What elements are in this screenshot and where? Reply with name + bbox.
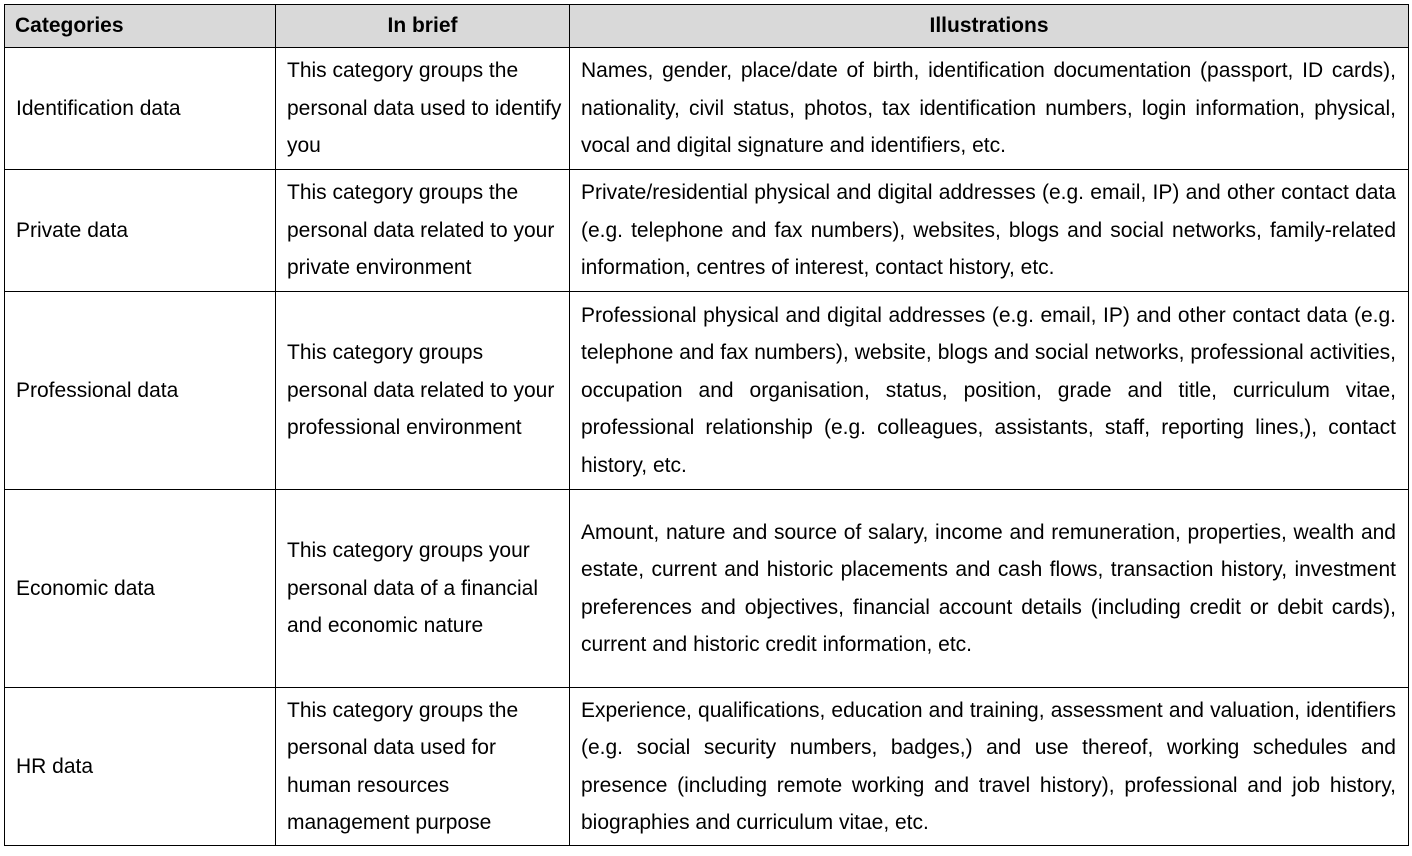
table-row [5, 170, 1409, 292]
illustrations-cell: Amount, nature and source of salary, income and remuneration, properties, wealth and estate, current and historic placements and cash flows, transaction history, investment preferences and objectives, financial account details (including credit or debit cards), current and historic credit information, etc. [570, 490, 1409, 688]
illustrations-cell: Experience, qualifications, education and training, assessment and valuation, identifiers (e.g. social security numbers, badges,) and use thereof, working schedules and presence (including remote working and travel history), professional and job history, biographies and curriculum vitae, etc. [570, 688, 1409, 846]
category-cell: Economic data [5, 490, 276, 688]
brief-cell: This category groups your personal data of a financial and economic nature [276, 490, 570, 688]
brief-cell: This category groups the personal data used to identify you [276, 48, 570, 170]
category-cell: Professional data [5, 292, 276, 490]
category-cell: Identification data [5, 48, 276, 170]
table-header-row [5, 5, 1409, 48]
brief-cell: This category groups the personal data related to your private environment [276, 170, 570, 292]
illustrations-cell: Names, gender, place/date of birth, identification documentation (passport, ID cards), nationality, civil status, photos, tax identification numbers, login information, physical, vocal and digital signature and identifiers, etc. [570, 48, 1409, 170]
table-row [5, 48, 1409, 170]
header-in-brief: In brief [276, 5, 570, 48]
category-cell: HR data [5, 688, 276, 846]
category-cell: Private data [5, 170, 276, 292]
table-row [5, 688, 1409, 846]
illustrations-cell: Professional physical and digital addresses (e.g. email, IP) and other contact data (e.g. telephone and fax numbers), website, blogs and social networks, professional activities, occupation and organisation, status, position, grade and title, curriculum vitae, professional relationship (e.g. colleagues, assistants, staff, reporting lines,), contact history, etc. [570, 292, 1409, 490]
header-categories: Categories [5, 5, 276, 48]
brief-cell: This category groups personal data related to your professional environment [276, 292, 570, 490]
personal-data-categories-table [4, 4, 1409, 846]
table-row [5, 292, 1409, 490]
header-illustrations: Illustrations [570, 5, 1409, 48]
brief-cell: This category groups the personal data used for human resources management purpose [276, 688, 570, 846]
illustrations-cell: Private/residential physical and digital addresses (e.g. email, IP) and other contact data (e.g. telephone and fax numbers), websites, blogs and social networks, family-related information, centres of interest, contact history, etc. [570, 170, 1409, 292]
table-row [5, 490, 1409, 688]
